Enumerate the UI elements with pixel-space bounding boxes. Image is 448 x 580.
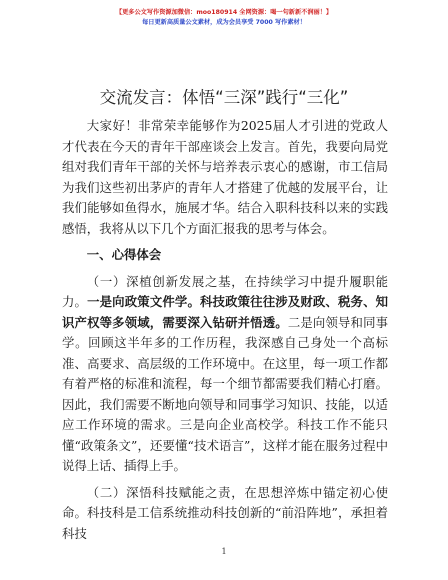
- document-body: [62, 116, 388, 544]
- paragraph-subsection-1: [62, 272, 388, 477]
- paragraph-intro: 大家好！非常荣幸能够作为2025届人才引进的党政人才代表在今天的青年干部座谈会上发言。首先，我要向局党组对我们青年干部的关怀与培养表示衷心的感谢，市工信局为我们这些初出茅庐的青年人才搭建了优越的发展平台，让我们能够如鱼得水，施展才华。结合入职科技科以来的实践感悟，我将从以下几个方面汇报我的思考与体会。: [62, 118, 388, 236]
- banner-promo-line: 【更多公文写作资源加微信：moo180914 全网资源：喝一句新新不润丽！】: [115, 9, 333, 16]
- document-title: 交流发言：体悟“三深”践行“三化”: [99, 88, 349, 107]
- paragraph-subsection-2: （二）深悟科技赋能之责，在思想淬炼中锚定初心使命。科技科是工信系统推动科技创新的“前沿阵地”，承担着科技: [62, 484, 388, 541]
- banner-membership-line: 每日更新高质量公文素材，成为会员享受 7000 写作素材！: [142, 19, 306, 26]
- subsection-1-points: 二是向领导和同事学。回顾这半年多的工作历程，我深感自己身处一个高标准、高要求、高层级的工作环境中。在这里，每一项工作都有着严格的标准和流程，每一个细节都需要我们精心打磨。因此，我们需要不断地向领导和同事学习知识、技能，以适应工作环境的需求。三是向企业高校学。科技工作不能只懂“政策条文”，还要懂“技术语言”，这样才能在服务过程中说得上话、插得上手。: [62, 314, 389, 473]
- header-banner: [0, 8, 448, 28]
- subsection-1-point-1-bold: 一是向政策文件学。科技政策往往涉及财政、税务、知识产权等多领域，需要深入钻研并悟透。: [62, 294, 389, 330]
- page-number: 1: [221, 547, 227, 556]
- section-heading-1: 一、心得体会: [86, 247, 162, 262]
- subsection-1-title: （一）深植创新发展之基，在持续学习中提升履职能力。: [62, 273, 388, 309]
